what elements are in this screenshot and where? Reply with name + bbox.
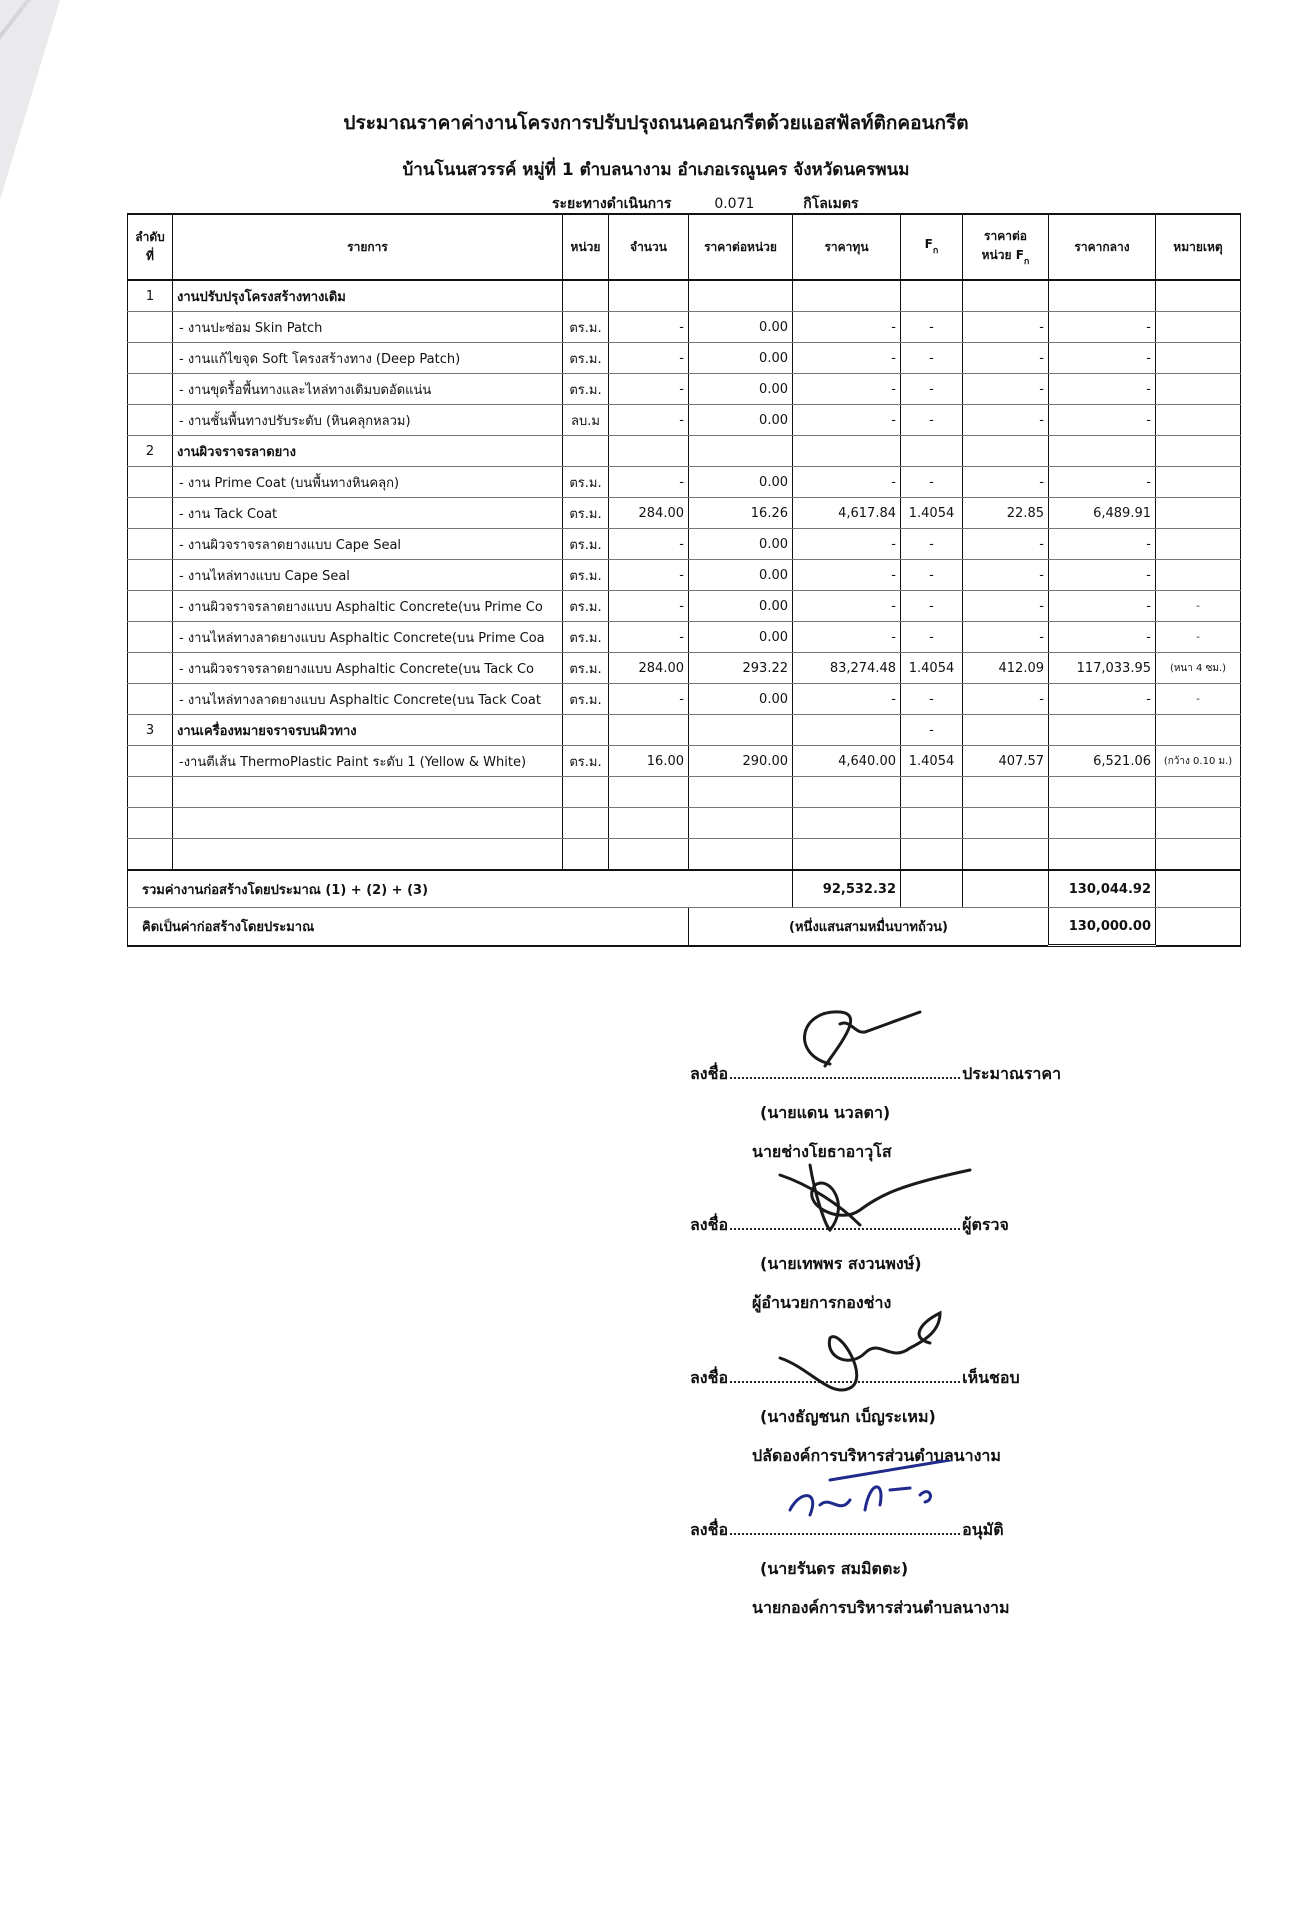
row-unit-price: 0.00 xyxy=(689,529,793,560)
row-item: -งานตีเส้น ThermoPlastic Paint ระดับ 1 (Yellow & White) xyxy=(173,746,563,777)
row-quantity: - xyxy=(609,343,689,374)
row-factor: - xyxy=(901,374,963,405)
table-row xyxy=(128,591,1241,622)
signer-role: ผู้ตรวจ xyxy=(962,1215,1009,1234)
row-unit: ตร.ม. xyxy=(563,591,609,622)
blank-cell xyxy=(609,808,689,839)
header-factor: $F_ก$ xyxy=(901,214,963,280)
row-quantity xyxy=(609,715,689,746)
signer-position: ปลัดองค์การบริหารส่วนตำบลนางาม xyxy=(752,1446,1001,1465)
row-price-f: 412.09 xyxy=(963,653,1049,684)
row-cost xyxy=(793,715,901,746)
row-item: - งานไหล่ทางลาดยางแบบ Asphaltic Concrete(บน Tack Coat xyxy=(173,684,563,715)
row-cost: - xyxy=(793,312,901,343)
row-remark xyxy=(1156,715,1241,746)
row-unit xyxy=(563,280,609,312)
row-quantity: - xyxy=(609,591,689,622)
final-remark-cell xyxy=(1156,908,1241,946)
blank-cell xyxy=(793,777,901,808)
signer-position: นายกองค์การบริหารส่วนตำบลนางาม xyxy=(752,1598,1010,1617)
row-median-price xyxy=(1049,280,1156,312)
row-factor xyxy=(901,436,963,467)
row-no xyxy=(128,498,173,529)
row-unit xyxy=(563,436,609,467)
row-factor: - xyxy=(901,529,963,560)
header-cost: ราคาทุน xyxy=(793,214,901,280)
row-no xyxy=(128,684,173,715)
row-median-price: - xyxy=(1049,312,1156,343)
row-unit-price xyxy=(689,280,793,312)
row-unit-price: 0.00 xyxy=(689,312,793,343)
distance-value: 0.071 xyxy=(714,196,755,212)
row-unit: ตร.ม. xyxy=(563,529,609,560)
signer-role: เห็นชอบ xyxy=(962,1368,1020,1387)
row-factor: - xyxy=(901,405,963,436)
row-unit: ตร.ม. xyxy=(563,684,609,715)
row-item: งานผิวจราจรลาดยาง xyxy=(173,436,563,467)
row-quantity: - xyxy=(609,312,689,343)
row-price-f: 407.57 xyxy=(963,746,1049,777)
table-group-row xyxy=(128,436,1241,467)
table-row xyxy=(128,498,1241,529)
table-blank-row xyxy=(128,777,1241,808)
row-unit: ตร.ม. xyxy=(563,374,609,405)
signature-line xyxy=(690,1062,1120,1087)
row-item: - งานปะซ่อม Skin Patch xyxy=(173,312,563,343)
row-price-f: - xyxy=(963,591,1049,622)
signature-block xyxy=(690,1366,1120,1469)
signature-stroke xyxy=(805,1012,920,1066)
table-row xyxy=(128,529,1241,560)
row-factor: 1.4054 xyxy=(901,653,963,684)
header-unit: หน่วย xyxy=(563,214,609,280)
document-subtitle-location: บ้านโนนสวรรค์ หมู่ที่ 1 ตำบลนางาม อำเภอเรณูนคร จังหวัดนครพนม xyxy=(402,160,910,180)
row-factor: - xyxy=(901,467,963,498)
row-median-price: - xyxy=(1049,374,1156,405)
row-factor: - xyxy=(901,715,963,746)
final-estimate-row xyxy=(128,908,1241,946)
header-remark: หมายเหตุ xyxy=(1156,214,1241,280)
row-no xyxy=(128,653,173,684)
row-remark: (กว้าง 0.10 ม.) xyxy=(1156,746,1241,777)
table-row xyxy=(128,622,1241,653)
row-unit-price xyxy=(689,715,793,746)
row-no xyxy=(128,467,173,498)
row-remark xyxy=(1156,529,1241,560)
row-unit: ตร.ม. xyxy=(563,560,609,591)
row-item: - งานผิวจราจรลาดยางแบบ Cape Seal xyxy=(173,529,563,560)
row-cost: 4,640.00 xyxy=(793,746,901,777)
signature-block xyxy=(690,1062,1120,1165)
row-unit-price: 0.00 xyxy=(689,374,793,405)
row-price-f xyxy=(963,715,1049,746)
row-price-f: - xyxy=(963,312,1049,343)
blank-cell xyxy=(563,839,609,871)
row-quantity: 284.00 xyxy=(609,498,689,529)
row-unit-price: 0.00 xyxy=(689,405,793,436)
row-quantity: 16.00 xyxy=(609,746,689,777)
blank-cell xyxy=(128,839,173,871)
row-no: 1 xyxy=(128,280,173,312)
signature-line xyxy=(690,1366,1120,1391)
blank-cell xyxy=(128,777,173,808)
signature-block xyxy=(690,1518,1120,1621)
signer-role: ประมาณราคา xyxy=(962,1064,1062,1083)
row-remark xyxy=(1156,374,1241,405)
row-item: งานปรับปรุงโครงสร้างทางเดิม xyxy=(173,280,563,312)
distance-line xyxy=(552,193,858,215)
row-unit-price: 0.00 xyxy=(689,343,793,374)
blank-cell xyxy=(1156,808,1241,839)
row-cost xyxy=(793,280,901,312)
row-item: - งานไหล่ทางแบบ Cape Seal xyxy=(173,560,563,591)
row-price-f: - xyxy=(963,467,1049,498)
blank-cell xyxy=(901,808,963,839)
row-item: - งาน Prime Coat (บนพื้นทางหินคลุก) xyxy=(173,467,563,498)
row-unit-price: 0.00 xyxy=(689,591,793,622)
row-remark: (หนา 4 ซม.) xyxy=(1156,653,1241,684)
row-no: 2 xyxy=(128,436,173,467)
row-no xyxy=(128,622,173,653)
signature-dotted-line xyxy=(730,1228,960,1230)
row-remark: - xyxy=(1156,591,1241,622)
row-median-price: - xyxy=(1049,405,1156,436)
row-cost: 83,274.48 xyxy=(793,653,901,684)
row-unit: ลบ.ม xyxy=(563,405,609,436)
signature-line xyxy=(690,1213,1120,1238)
blank-cell xyxy=(128,808,173,839)
row-price-f: - xyxy=(963,374,1049,405)
blank-cell xyxy=(793,808,901,839)
row-cost: - xyxy=(793,343,901,374)
row-price-f xyxy=(963,280,1049,312)
total-cost: 92,532.32 xyxy=(793,870,901,908)
sign-label: ลงชื่อ xyxy=(690,1368,729,1387)
row-remark: - xyxy=(1156,684,1241,715)
row-cost: - xyxy=(793,684,901,715)
distance-label: ระยะทางดำเนินการ xyxy=(552,196,672,212)
document-title: ประมาณราคาค่างานโครงการปรับปรุงถนนคอนกรีตด้วยแอสฟัลท์ติกคอนกรีต xyxy=(343,112,969,134)
row-median-price: - xyxy=(1049,343,1156,374)
row-cost: - xyxy=(793,591,901,622)
row-remark xyxy=(1156,343,1241,374)
row-median-price: - xyxy=(1049,560,1156,591)
row-unit-price: 290.00 xyxy=(689,746,793,777)
row-factor: - xyxy=(901,684,963,715)
row-cost: - xyxy=(793,560,901,591)
table-row xyxy=(128,653,1241,684)
blank-cell xyxy=(689,777,793,808)
row-price-f: - xyxy=(963,405,1049,436)
row-remark xyxy=(1156,405,1241,436)
signer-name: (นายเทพพร สงวนพงษ์) xyxy=(760,1254,922,1273)
row-quantity: - xyxy=(609,529,689,560)
row-median-price: 117,033.95 xyxy=(1049,653,1156,684)
row-cost: - xyxy=(793,374,901,405)
row-item: งานเครื่องหมายจราจรบนผิวทาง xyxy=(173,715,563,746)
total-price-f-cell xyxy=(963,870,1049,908)
signer-name: (นายแดน นวลตา) xyxy=(760,1103,891,1122)
blank-cell xyxy=(793,839,901,871)
row-remark xyxy=(1156,498,1241,529)
row-price-f: - xyxy=(963,684,1049,715)
row-unit: ตร.ม. xyxy=(563,746,609,777)
row-no xyxy=(128,529,173,560)
row-unit: ตร.ม. xyxy=(563,498,609,529)
blank-cell xyxy=(963,777,1049,808)
total-remark-cell xyxy=(1156,870,1241,908)
blank-cell xyxy=(963,839,1049,871)
row-item: - งานขุดรื้อพื้นทางและไหล่ทางเดิมบดอัดแน่น xyxy=(173,374,563,405)
blank-cell xyxy=(901,839,963,871)
row-no xyxy=(128,343,173,374)
row-price-f: 22.85 xyxy=(963,498,1049,529)
sign-label: ลงชื่อ xyxy=(690,1064,729,1083)
sign-label: ลงชื่อ xyxy=(690,1520,729,1539)
total-label: รวมค่างานก่อสร้างโดยประมาณ (1) + (2) + (3) xyxy=(128,870,793,908)
row-remark xyxy=(1156,312,1241,343)
total-factor-cell xyxy=(901,870,963,908)
table-row xyxy=(128,405,1241,436)
row-median-price: - xyxy=(1049,529,1156,560)
table-blank-row xyxy=(128,839,1241,871)
row-median-price: - xyxy=(1049,591,1156,622)
blank-cell xyxy=(689,839,793,871)
row-cost: 4,617.84 xyxy=(793,498,901,529)
signature-dotted-line xyxy=(730,1077,960,1079)
row-quantity xyxy=(609,280,689,312)
blank-cell xyxy=(1156,777,1241,808)
total-median-price: 130,044.92 xyxy=(1049,870,1156,908)
table-row xyxy=(128,343,1241,374)
row-item: - งาน Tack Coat xyxy=(173,498,563,529)
row-unit-price xyxy=(689,436,793,467)
blank-cell xyxy=(963,808,1049,839)
header-item: รายการ xyxy=(173,214,563,280)
row-median-price: 6,521.06 xyxy=(1049,746,1156,777)
row-no: 3 xyxy=(128,715,173,746)
row-factor xyxy=(901,280,963,312)
row-factor: - xyxy=(901,622,963,653)
signer-name: (นางธัญชนก เบ็ญระเหม) xyxy=(760,1407,936,1426)
blank-cell xyxy=(609,777,689,808)
row-item: - งานผิวจราจรลาดยางแบบ Asphaltic Concrete(บน Prime Co xyxy=(173,591,563,622)
row-median-price: - xyxy=(1049,467,1156,498)
blank-cell xyxy=(173,808,563,839)
blank-cell xyxy=(689,808,793,839)
row-quantity: - xyxy=(609,560,689,591)
row-item: - งานไหล่ทางลาดยางแบบ Asphaltic Concrete(บน Prime Coa xyxy=(173,622,563,653)
row-quantity: 284.00 xyxy=(609,653,689,684)
row-cost xyxy=(793,436,901,467)
row-median-price xyxy=(1049,715,1156,746)
row-unit-price: 16.26 xyxy=(689,498,793,529)
table-row xyxy=(128,560,1241,591)
row-median-price: - xyxy=(1049,684,1156,715)
row-factor: 1.4054 xyxy=(901,746,963,777)
blank-cell xyxy=(1049,777,1156,808)
header-price-per-unit-f: ราคาต่อ หน่วย $F_ก$ xyxy=(963,214,1049,280)
table-group-row xyxy=(128,715,1241,746)
row-remark xyxy=(1156,467,1241,498)
row-no xyxy=(128,746,173,777)
row-median-price: - xyxy=(1049,622,1156,653)
row-remark xyxy=(1156,280,1241,312)
blank-cell xyxy=(563,777,609,808)
final-label: คิดเป็นค่าก่อสร้างโดยประมาณ xyxy=(128,908,689,946)
signature-line xyxy=(690,1518,1120,1543)
blank-cell xyxy=(1049,839,1156,871)
blank-cell xyxy=(563,808,609,839)
row-price-f xyxy=(963,436,1049,467)
row-no xyxy=(128,591,173,622)
row-unit: ตร.ม. xyxy=(563,467,609,498)
row-remark xyxy=(1156,436,1241,467)
blank-cell xyxy=(1156,839,1241,871)
row-quantity: - xyxy=(609,622,689,653)
row-no xyxy=(128,374,173,405)
table-body xyxy=(128,280,1241,946)
row-unit: ตร.ม. xyxy=(563,622,609,653)
row-cost: - xyxy=(793,622,901,653)
row-quantity: - xyxy=(609,684,689,715)
estimate-table xyxy=(127,213,1241,947)
row-cost: - xyxy=(793,529,901,560)
row-item: - งานชั้นพื้นทางปรับระดับ (หินคลุกหลวม) xyxy=(173,405,563,436)
row-no xyxy=(128,560,173,591)
header-quantity: จำนวน xyxy=(609,214,689,280)
row-unit xyxy=(563,715,609,746)
row-remark: - xyxy=(1156,622,1241,653)
table-group-row xyxy=(128,280,1241,312)
blank-cell xyxy=(173,777,563,808)
row-factor: - xyxy=(901,312,963,343)
table-row xyxy=(128,374,1241,405)
row-unit-price: 0.00 xyxy=(689,560,793,591)
row-price-f: - xyxy=(963,529,1049,560)
row-remark xyxy=(1156,560,1241,591)
total-row xyxy=(128,870,1241,908)
signer-position: นายช่างโยธาอาวุโส xyxy=(752,1142,892,1161)
sign-label: ลงชื่อ xyxy=(690,1215,729,1234)
blank-cell xyxy=(609,839,689,871)
signature-dotted-line xyxy=(730,1533,960,1535)
row-factor: - xyxy=(901,560,963,591)
blank-cell xyxy=(1049,808,1156,839)
header-median-price: ราคากลาง xyxy=(1049,214,1156,280)
row-unit-price: 0.00 xyxy=(689,684,793,715)
row-price-f: - xyxy=(963,622,1049,653)
table-header-row xyxy=(128,214,1241,280)
row-quantity: - xyxy=(609,374,689,405)
row-factor: 1.4054 xyxy=(901,498,963,529)
row-unit: ตร.ม. xyxy=(563,312,609,343)
signature-dotted-line xyxy=(730,1381,960,1383)
row-no xyxy=(128,405,173,436)
row-unit: ตร.ม. xyxy=(563,343,609,374)
row-median-price: 6,489.91 xyxy=(1049,498,1156,529)
row-price-f: - xyxy=(963,560,1049,591)
table-row xyxy=(128,746,1241,777)
signer-role: อนุมัติ xyxy=(962,1520,1004,1539)
row-cost: - xyxy=(793,405,901,436)
table-blank-row xyxy=(128,808,1241,839)
row-quantity xyxy=(609,436,689,467)
table-row xyxy=(128,684,1241,715)
row-unit-price: 0.00 xyxy=(689,467,793,498)
row-no xyxy=(128,312,173,343)
table-row xyxy=(128,467,1241,498)
blank-cell xyxy=(901,777,963,808)
final-amount: 130,000.00 xyxy=(1049,908,1156,946)
table-row xyxy=(128,312,1241,343)
header-no: ลำดับ ที่ xyxy=(128,214,173,280)
row-item: - งานผิวจราจรลาดยางแบบ Asphaltic Concrete(บน Tack Co xyxy=(173,653,563,684)
signer-name: (นายรันดร สมมิตตะ) xyxy=(760,1559,909,1578)
row-cost: - xyxy=(793,467,901,498)
header-unit-price: ราคาต่อหน่วย xyxy=(689,214,793,280)
row-quantity: - xyxy=(609,467,689,498)
signature-block xyxy=(690,1213,1120,1316)
distance-unit: กิโลเมตร xyxy=(803,196,859,212)
row-factor: - xyxy=(901,591,963,622)
row-item: - งานแก้ไขจุด Soft โครงสร้างทาง (Deep Patch) xyxy=(173,343,563,374)
row-factor: - xyxy=(901,343,963,374)
row-price-f: - xyxy=(963,343,1049,374)
blank-cell xyxy=(173,839,563,871)
row-unit-price: 293.22 xyxy=(689,653,793,684)
row-median-price xyxy=(1049,436,1156,467)
row-unit: ตร.ม. xyxy=(563,653,609,684)
signer-position: ผู้อำนวยการกองช่าง xyxy=(752,1293,892,1312)
row-unit-price: 0.00 xyxy=(689,622,793,653)
final-amount-in-words: (หนึ่งแสนสามหมื่นบาทถ้วน) xyxy=(689,908,1049,946)
row-quantity: - xyxy=(609,405,689,436)
